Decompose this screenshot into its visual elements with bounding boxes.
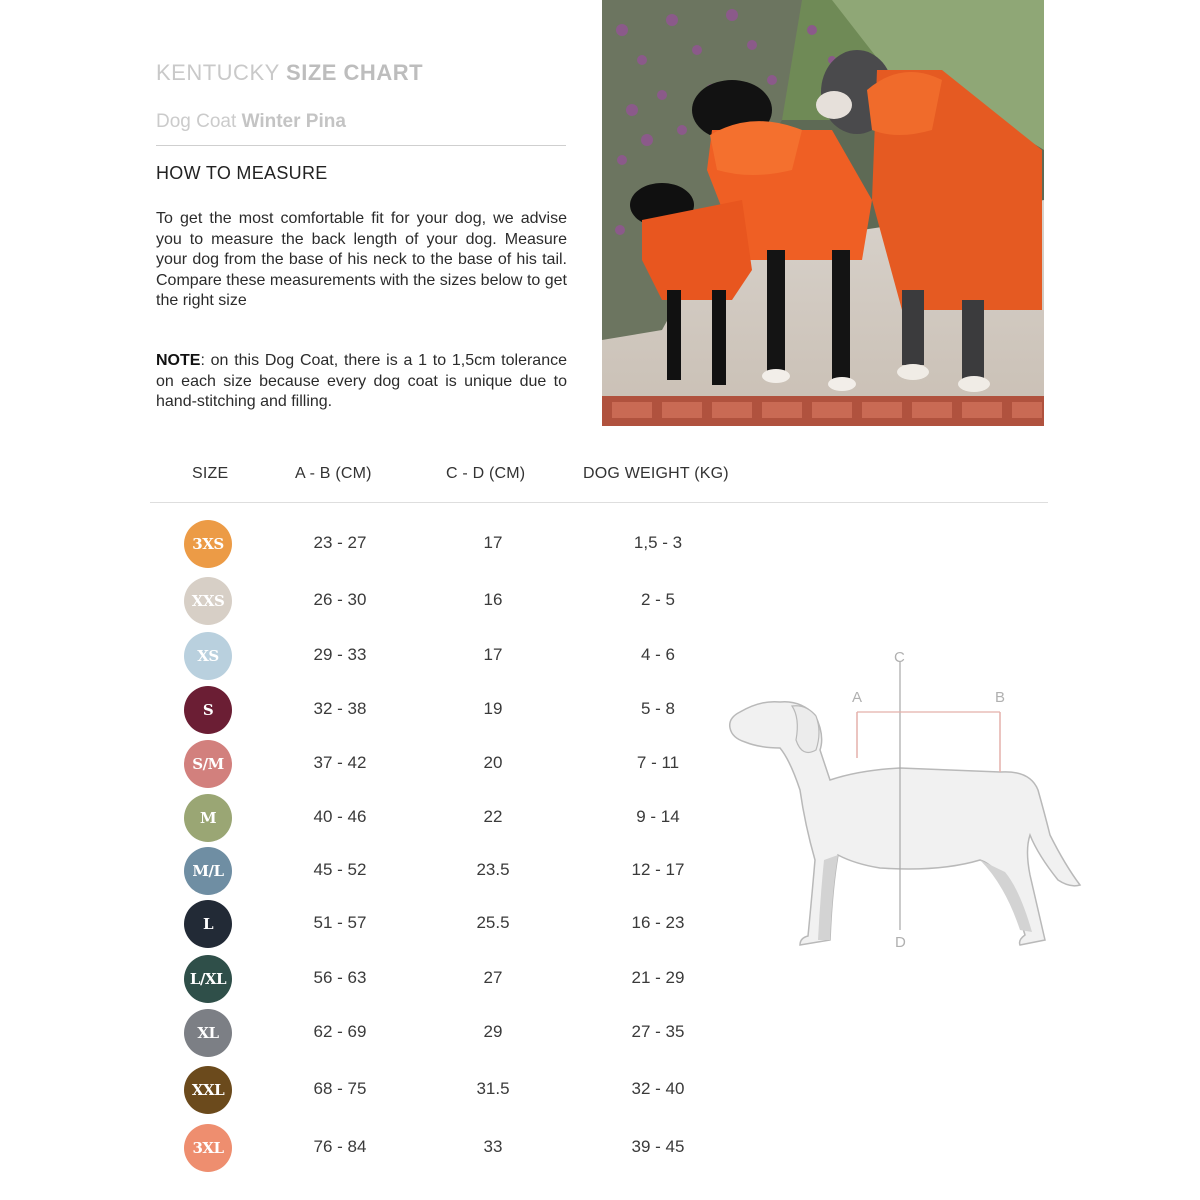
column-header-cd: C - D (CM): [446, 465, 526, 482]
cd-cell: 17: [483, 533, 503, 552]
subtitle-light: Dog Coat: [156, 111, 237, 132]
title-bold: SIZE CHART: [286, 60, 424, 85]
note-text: : on this Dog Coat, there is a 1 to 1,5cm tolerance on each size because every dog coat is unique due to hand-stitching and filling.: [156, 352, 567, 410]
column-header-size: SIZE: [192, 465, 229, 482]
weight-cell: 12 - 17: [631, 860, 685, 879]
ab-cell: 62 - 69: [313, 1022, 367, 1041]
subtitle-bold: Winter Pina: [241, 111, 346, 132]
dog-silhouette: [730, 702, 1080, 945]
ab-cell: 76 - 84: [313, 1137, 367, 1156]
page-subtitle: [156, 111, 346, 133]
header-divider: [156, 145, 566, 146]
cd-cell: 25.5: [476, 913, 510, 932]
label-c: C: [894, 649, 905, 666]
table-row: [0, 900, 760, 950]
cd-cell: 22: [483, 807, 503, 826]
cd-cell: 23.5: [476, 860, 510, 879]
ab-cell: 56 - 63: [313, 968, 367, 987]
cd-cell: 20: [483, 753, 503, 772]
cd-cell: 29: [483, 1022, 503, 1041]
column-header-ab: A - B (CM): [295, 465, 372, 482]
title-light: KENTUCKY: [156, 60, 280, 85]
size-badge: M/L: [184, 847, 232, 895]
tolerance-note: [156, 351, 567, 413]
weight-cell: 1,5 - 3: [633, 533, 683, 552]
cd-cell: 27: [483, 968, 503, 987]
cd-cell: 31.5: [476, 1079, 510, 1098]
weight-cell: 9 - 14: [636, 807, 680, 826]
size-badge: L: [184, 900, 232, 948]
how-to-measure-heading: HOW TO MEASURE: [156, 163, 328, 183]
table-row: [0, 1066, 760, 1116]
ab-cell: 29 - 33: [313, 645, 367, 664]
table-row: [0, 632, 760, 682]
table-row: [0, 847, 760, 897]
column-header-weight: DOG WEIGHT (KG): [583, 465, 729, 482]
how-to-measure-paragraph: To get the most comfortable fit for your dog, we advise you to measure the back length of your dog. Measure your dog from the base of his neck to the base of his tail. Compare these measurements with the sizes below to get the right size: [156, 210, 567, 309]
ab-cell: 26 - 30: [313, 590, 367, 609]
table-row: [0, 740, 760, 790]
label-d: D: [895, 934, 906, 951]
table-row: [0, 520, 760, 570]
size-badge: L/XL: [184, 955, 232, 1003]
ab-cell: 23 - 27: [313, 533, 367, 552]
weight-cell: 39 - 45: [631, 1137, 685, 1156]
ab-cell: 51 - 57: [313, 913, 367, 932]
size-badge: XXS: [184, 577, 232, 625]
size-badge: M: [184, 794, 232, 842]
size-badge: 3XS: [184, 520, 232, 568]
table-row: [0, 794, 760, 844]
weight-cell: 7 - 11: [636, 753, 680, 772]
weight-cell: 32 - 40: [631, 1079, 685, 1098]
cd-cell: 33: [483, 1137, 503, 1156]
size-badge: S/M: [184, 740, 232, 788]
ab-cell: 68 - 75: [313, 1079, 367, 1098]
ab-cell: 32 - 38: [313, 699, 367, 718]
size-badge: 3XL: [184, 1124, 232, 1172]
ab-cell: 40 - 46: [313, 807, 367, 826]
size-badge: XXL: [184, 1066, 232, 1114]
size-badge: XL: [184, 1009, 232, 1057]
cd-cell: 17: [483, 645, 503, 664]
label-a: A: [852, 689, 863, 706]
weight-cell: 5 - 8: [640, 699, 676, 718]
ab-cell: 37 - 42: [313, 753, 367, 772]
dog-outline-diagram: [720, 640, 1090, 960]
table-divider: [150, 502, 1048, 503]
size-badge: S: [184, 686, 232, 734]
size-badge: XS: [184, 632, 232, 680]
weight-cell: 2 - 5: [640, 590, 676, 609]
table-row: [0, 577, 760, 627]
weight-cell: 16 - 23: [631, 913, 685, 932]
weight-cell: 27 - 35: [631, 1022, 685, 1041]
weight-cell: 21 - 29: [631, 968, 685, 987]
table-row: [0, 1009, 760, 1059]
measurement-diagram: [720, 640, 1090, 960]
page-title: [156, 60, 423, 86]
cd-cell: 16: [483, 590, 503, 609]
cd-cell: 19: [483, 699, 503, 718]
table-row: [0, 955, 760, 1005]
table-row: [0, 1124, 760, 1174]
weight-cell: 4 - 6: [640, 645, 676, 664]
table-row: [0, 686, 760, 736]
ab-cell: 45 - 52: [313, 860, 367, 879]
label-b: B: [995, 689, 1006, 706]
product-photo: [602, 0, 1044, 426]
dogs-in-coats-photo: [602, 0, 1044, 426]
note-label: NOTE: [156, 352, 201, 369]
